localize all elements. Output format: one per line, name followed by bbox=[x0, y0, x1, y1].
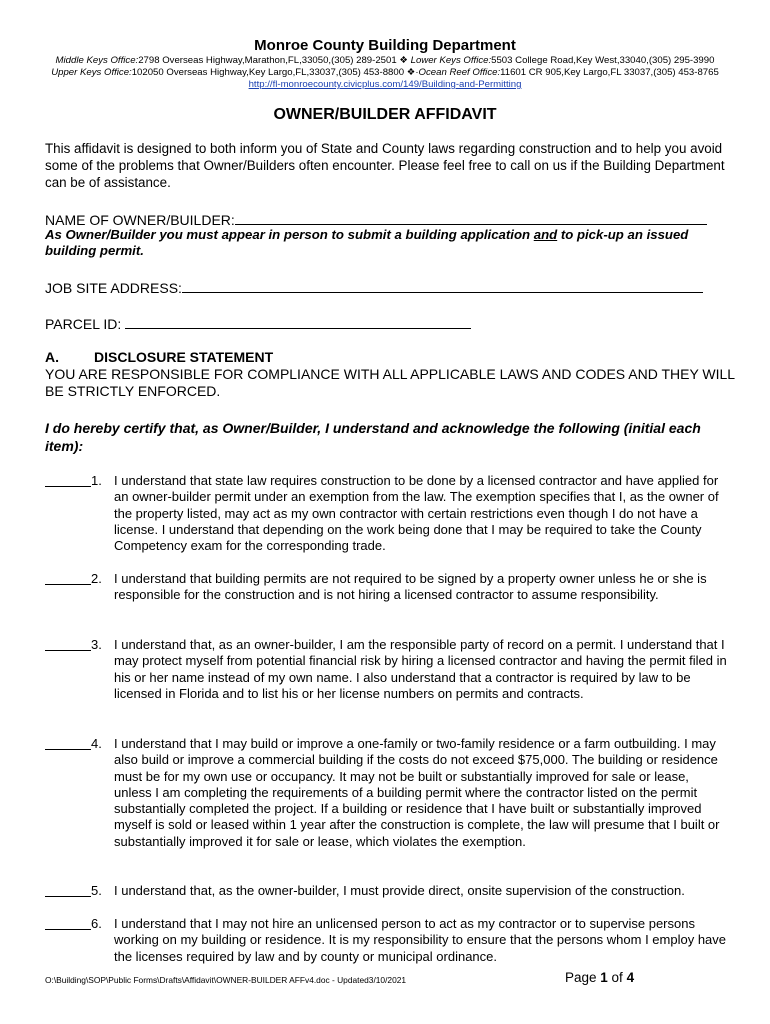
item-text: I understand that I may not hire an unlicensed person to act as my contractor or to supervise persons working on my building or residence. It is my responsibility to ensure that the persons whom I employ have the licenses required by law and by county or municipal ordinance. bbox=[114, 916, 727, 964]
list-item bbox=[45, 473, 730, 554]
department-title: Monroe County Building Department bbox=[254, 37, 516, 54]
note-text: to pick-up an issued building permit. bbox=[45, 227, 689, 258]
initial-blank[interactable] bbox=[45, 916, 91, 930]
job-site-input[interactable] bbox=[182, 278, 703, 293]
initial-blank[interactable] bbox=[45, 637, 91, 651]
item-text: I understand that I may build or improve a one-family or two-family residence or a farm outbuilding. I may also build or improve a commercial building if the costs do not exceed $75,000. The building or residence must be for my own use or occupancy. It may not be built or substantially improved for sale or lease, unless I am completing the requirements of a building permit where the contractor listed on the permit substantially completed the project. If a building or residence that I have built or substantially improved myself is sold or leased within 1 year after the construction is complete, the law will presume that I built or substantially improved it for sale or lease, which violates the exemption. bbox=[114, 736, 720, 849]
page-total: 4 bbox=[626, 970, 635, 985]
job-site-label: JOB SITE ADDRESS: bbox=[45, 280, 182, 296]
list-item bbox=[45, 916, 730, 965]
parcel-field bbox=[45, 314, 471, 332]
page-of: of bbox=[607, 970, 627, 985]
item-text: I understand that state law requires construction to be done by a licensed contractor and have applied for an owner-builder permit under an exemption from the law. The exemption specifies that I, as the owner of the property listed, may act as my own contractor with certain restrictions even though I do not have a license. I understand that depending on the work being done that I may be required to take the County Competency exam for the corresponding trade. bbox=[114, 473, 719, 554]
initial-blank[interactable] bbox=[45, 571, 91, 585]
in-person-note bbox=[45, 227, 735, 259]
office-label: Ocean Reef Office: bbox=[418, 67, 501, 78]
office-address: 2798 Overseas Highway,Marathon,FL,33050,(305) 289-2501 ❖ bbox=[138, 55, 411, 66]
section-label: A. bbox=[45, 349, 59, 365]
list-item bbox=[45, 883, 730, 899]
item-text: I understand that, as an owner-builder, I am the responsible party of record on a permit. I understand that I may protect myself from potential financial risk by hiring a licensed contractor and having the permit filed in his or her name instead of my own name. I also understand that a contractor is required by law to be licensed in Florida and to list his or her license numbers on permits and contracts. bbox=[114, 637, 727, 701]
item-text: I understand that, as the owner-builder, I must provide direct, onsite supervision of the construction. bbox=[114, 883, 685, 898]
office-line-1 bbox=[0, 55, 770, 66]
intro-paragraph: This affidavit is designed to both inform you of State and County laws regarding construction and to help you avoid some of the problems that Owner/Builders often encounter. Please feel free to call on us if the Building Department can be of assistance. bbox=[45, 141, 725, 190]
office-label: Middle Keys Office: bbox=[55, 55, 139, 66]
parcel-label: PARCEL ID: bbox=[45, 316, 126, 332]
item-number: 3. bbox=[91, 637, 102, 652]
list-item bbox=[45, 637, 730, 702]
note-text: As Owner/Builder you must appear in person to submit a building application bbox=[45, 227, 534, 242]
document-title: OWNER/BUILDER AFFIDAVIT bbox=[273, 106, 497, 123]
list-item bbox=[45, 571, 730, 604]
note-underlined: and bbox=[533, 227, 558, 242]
initial-blank[interactable] bbox=[45, 883, 91, 897]
footer-file-path: O:\Building\SOP\Public Forms\Drafts\Affidavit\OWNER-BUILDER AFFv4.doc - Updated3/10/2021 bbox=[45, 975, 407, 985]
list-item bbox=[45, 736, 730, 850]
office-label: Lower Keys Office: bbox=[410, 55, 492, 66]
office-address: 102050 Overseas Highway,Key Largo,FL,33037,(305) 453-8800 ❖· bbox=[131, 67, 419, 78]
owner-name-field bbox=[45, 210, 707, 228]
website-link[interactable]: http://fl-monroecounty.civicplus.com/149/Building-and-Permitting bbox=[248, 79, 522, 90]
page-number: 1 bbox=[600, 970, 608, 985]
office-address: 11601 CR 905,Key Largo,FL 33037,(305) 453-8765 bbox=[500, 67, 719, 78]
disclosure-statement: YOU ARE RESPONSIBLE FOR COMPLIANCE WITH ALL APPLICABLE LAWS AND CODES AND THEY WILL BE STRICTLY ENFORCED. bbox=[45, 366, 735, 399]
office-line-2 bbox=[0, 67, 770, 78]
page-word: Page bbox=[565, 970, 601, 985]
item-number: 6. bbox=[91, 916, 102, 931]
section-heading: DISCLOSURE STATEMENT bbox=[94, 349, 274, 365]
item-number: 5. bbox=[91, 883, 102, 898]
initial-blank[interactable] bbox=[45, 473, 91, 487]
item-number: 2. bbox=[91, 571, 102, 586]
section-a-heading bbox=[45, 349, 273, 365]
job-site-field bbox=[45, 278, 703, 296]
item-number: 4. bbox=[91, 736, 102, 751]
owner-name-input[interactable] bbox=[235, 210, 707, 225]
page-indicator bbox=[565, 970, 634, 985]
office-address: 5503 College Road,Key West,33040,(305) 295-3990 bbox=[491, 55, 715, 66]
initial-blank[interactable] bbox=[45, 736, 91, 750]
office-label: Upper Keys Office: bbox=[51, 67, 132, 78]
certify-statement: I do hereby certify that, as Owner/Builder, I understand and acknowledge the following (initial each item): bbox=[45, 420, 701, 454]
item-text: I understand that building permits are not required to be signed by a property owner unless he or she is responsible for the construction and is not hiring a licensed contractor to assume responsibility. bbox=[114, 571, 707, 603]
parcel-input[interactable] bbox=[125, 314, 471, 329]
owner-name-label: NAME OF OWNER/BUILDER: bbox=[45, 212, 235, 228]
item-number: 1. bbox=[91, 473, 102, 488]
